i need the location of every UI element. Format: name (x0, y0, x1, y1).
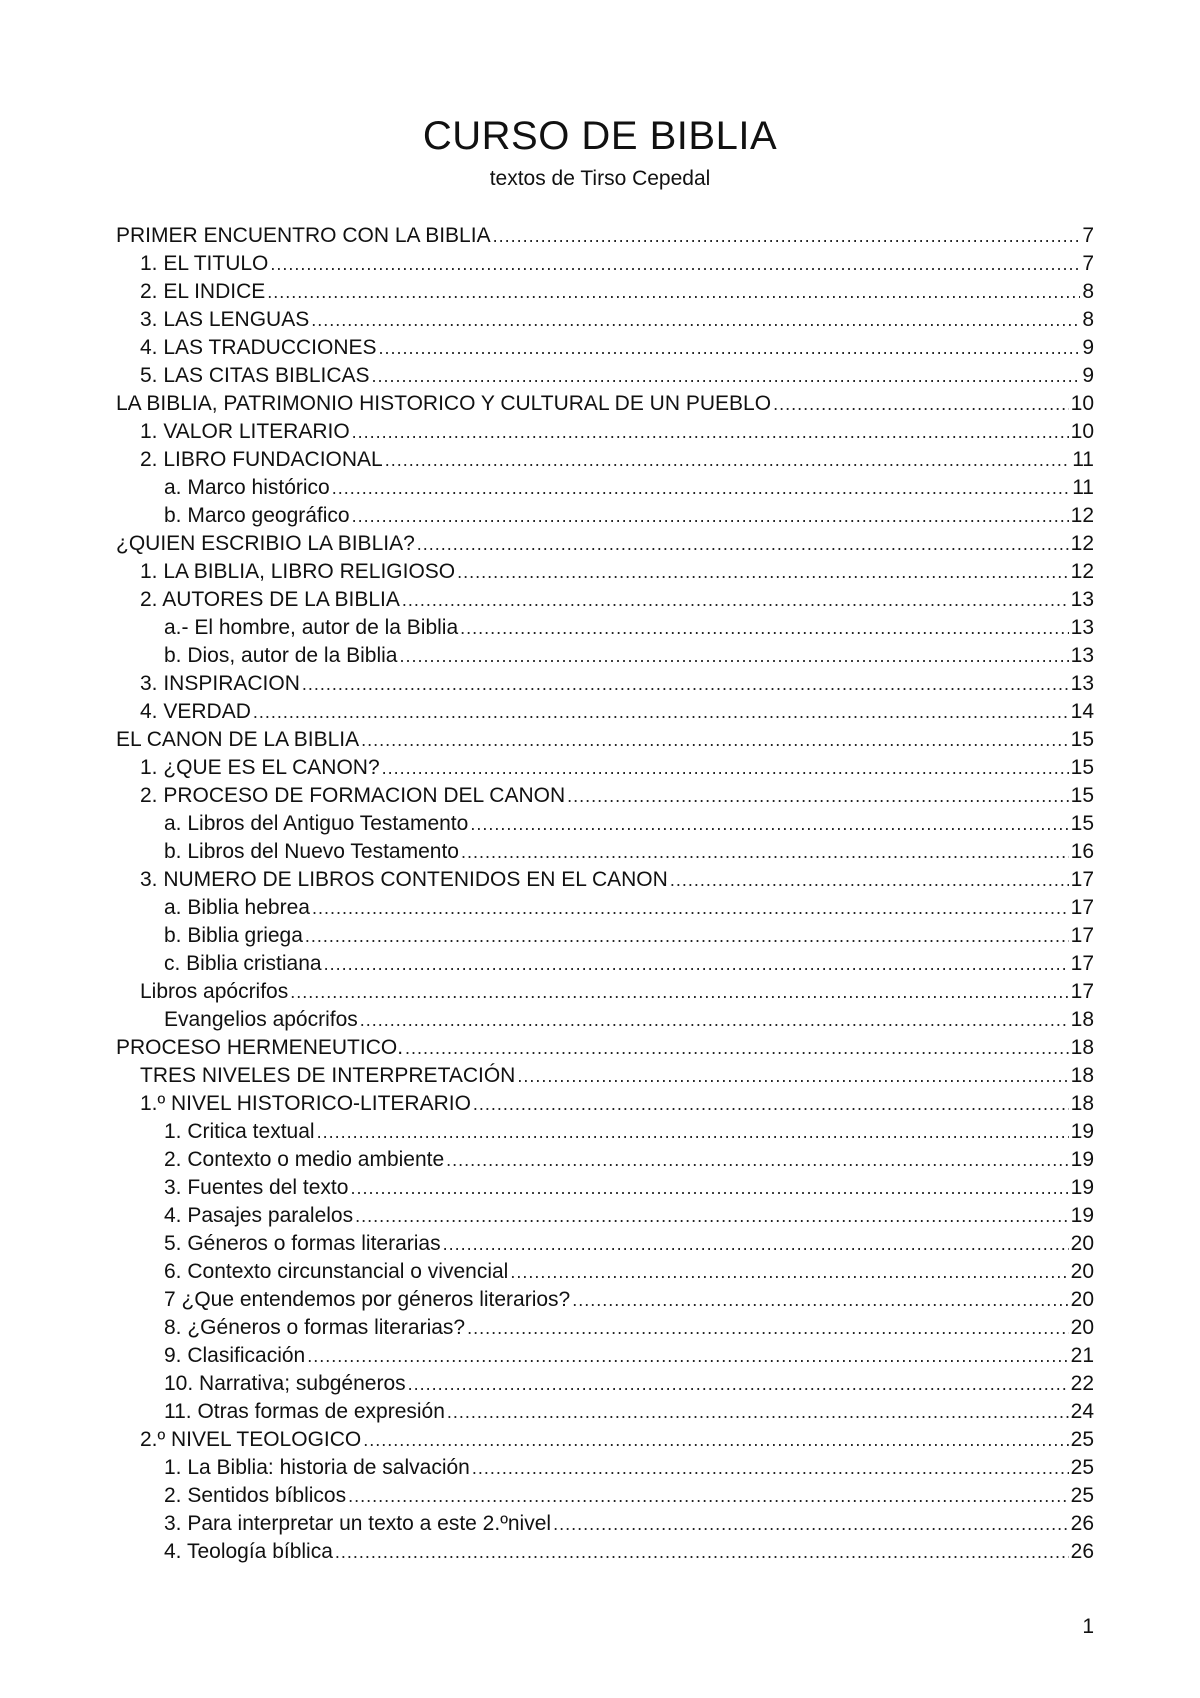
toc-entry-label: 3. LAS LENGUAS (140, 308, 310, 331)
toc-entry-page: 11 (1072, 448, 1094, 471)
toc-dot-leader (457, 558, 1069, 586)
toc-entry[interactable] (116, 1538, 1094, 1566)
toc-entry-label: 1. La Biblia: historia de salvación (164, 1456, 470, 1479)
toc-dot-leader (567, 782, 1069, 810)
toc-entry-page: 20 (1070, 1316, 1094, 1339)
toc-entry[interactable] (116, 1230, 1094, 1258)
toc-entry-label: a. Marco histórico (164, 476, 330, 499)
toc-entry-label: a. Biblia hebrea (164, 896, 310, 919)
toc-entry[interactable] (116, 1090, 1094, 1118)
toc-entry-page: 25 (1070, 1428, 1094, 1451)
toc-entry-label: 2. EL INDICE (140, 280, 266, 303)
toc-entry-label: 10. Narrativa; subgéneros (164, 1372, 406, 1395)
toc-entry-label: Libros apócrifos (140, 980, 289, 1003)
toc-dot-leader (317, 1118, 1069, 1146)
toc-entry-label: 4. VERDAD (140, 700, 251, 723)
toc-dot-leader (324, 950, 1069, 978)
toc-entry[interactable] (116, 1258, 1094, 1286)
toc-entry-label: 1. ¿QUE ES EL CANON? (140, 756, 380, 779)
toc-entry-page: 20 (1070, 1232, 1094, 1255)
toc-entry[interactable] (116, 1174, 1094, 1202)
toc-entry-label: 3. Fuentes del texto (164, 1176, 349, 1199)
toc-dot-leader (493, 222, 1081, 250)
toc-entry[interactable] (116, 1398, 1094, 1426)
toc-entry[interactable] (116, 922, 1094, 950)
toc-dot-leader (253, 698, 1069, 726)
toc-entry[interactable] (116, 474, 1094, 502)
toc-entry-page: 20 (1070, 1288, 1094, 1311)
toc-entry-label: b. Libros del Nuevo Testamento (164, 840, 459, 863)
toc-entry-label: 1. Critica textual (164, 1120, 315, 1143)
toc-dot-leader (363, 1426, 1068, 1454)
toc-entry-label: 2. LIBRO FUNDACIONAL (140, 448, 383, 471)
toc-dot-leader (553, 1510, 1069, 1538)
toc-dot-leader (446, 1146, 1068, 1174)
toc-dot-leader (385, 446, 1070, 474)
toc-dot-leader (382, 754, 1069, 782)
toc-entry-label: b. Dios, autor de la Biblia (164, 644, 398, 667)
toc-entry-page: 20 (1070, 1260, 1094, 1283)
toc-entry[interactable] (116, 418, 1094, 446)
toc-entry[interactable] (116, 1342, 1094, 1370)
toc-entry-page: 18 (1070, 1064, 1094, 1087)
toc-entry-page: 8 (1082, 280, 1094, 303)
toc-entry-page: 15 (1070, 784, 1094, 807)
toc-entry-label: 4. LAS TRADUCCIONES (140, 336, 377, 359)
toc-dot-leader (352, 502, 1069, 530)
toc-entry-page: 18 (1070, 1008, 1094, 1031)
toc-dot-leader (270, 250, 1080, 278)
toc-entry-label: 2.º NIVEL TEOLOGICO (140, 1428, 362, 1451)
toc-entry-label: LA BIBLIA, PATRIMONIO HISTORICO Y CULTURAL DE UN PUEBLO (116, 392, 772, 415)
toc-entry-label: 3. Para interpretar un texto a este 2.ºnivel (164, 1512, 552, 1535)
toc-entry[interactable] (116, 586, 1094, 614)
toc-dot-leader (355, 1202, 1069, 1230)
toc-dot-leader (443, 1230, 1069, 1258)
toc-dot-leader (461, 838, 1069, 866)
toc-entry-page: 19 (1070, 1176, 1094, 1199)
toc-entry[interactable] (116, 390, 1094, 418)
toc-entry-label: PRIMER ENCUENTRO CON LA BIBLIA (116, 224, 491, 247)
toc-entry-page: 19 (1070, 1120, 1094, 1143)
toc-entry-label: 2. Sentidos bíblicos (164, 1484, 347, 1507)
toc-dot-leader (447, 1398, 1069, 1426)
toc-entry-label: Evangelios apócrifos (164, 1008, 358, 1031)
toc-entry-page: 15 (1070, 728, 1094, 751)
toc-entry-page: 17 (1070, 952, 1094, 975)
toc-entry[interactable] (116, 530, 1094, 558)
toc-entry[interactable] (116, 978, 1094, 1006)
toc-entry-label: TRES NIVELES DE INTERPRETACIÓN (140, 1064, 516, 1087)
toc-dot-leader (472, 1454, 1069, 1482)
toc-entry-page: 9 (1082, 364, 1094, 387)
toc-entry[interactable] (116, 1286, 1094, 1314)
toc-entry-label: 2. Contexto o medio ambiente (164, 1148, 445, 1171)
toc-entry[interactable] (116, 1146, 1094, 1174)
toc-dot-leader (572, 1286, 1068, 1314)
toc-dot-leader (405, 1034, 1069, 1062)
toc-entry-label: 2. AUTORES DE LA BIBLIA (140, 588, 400, 611)
toc-entry-page: 7 (1082, 252, 1094, 275)
toc-entry-label: b. Marco geográfico (164, 504, 350, 527)
toc-entry-label: 1. VALOR LITERARIO (140, 420, 350, 443)
toc-entry-page: 16 (1070, 840, 1094, 863)
toc-entry[interactable] (116, 894, 1094, 922)
toc-dot-leader (417, 530, 1069, 558)
toc-entry-page: 11 (1072, 476, 1094, 499)
toc-entry-page: 26 (1070, 1512, 1094, 1535)
toc-dot-leader (307, 1342, 1068, 1370)
toc-entry-label: ¿QUIEN ESCRIBIO LA BIBLIA? (116, 532, 415, 555)
toc-entry[interactable] (116, 1454, 1094, 1482)
toc-entry[interactable] (116, 1482, 1094, 1510)
toc-entry-label: 1.º NIVEL HISTORICO-LITERARIO (140, 1092, 471, 1115)
toc-entry-page: 13 (1070, 588, 1094, 611)
toc-entry[interactable] (116, 446, 1094, 474)
toc-dot-leader (402, 586, 1069, 614)
toc-entry-page: 18 (1070, 1036, 1094, 1059)
toc-entry-label: 4. Teología bíblica (164, 1540, 333, 1563)
toc-dot-leader (470, 810, 1068, 838)
toc-entry[interactable] (116, 222, 1094, 250)
toc-entry[interactable] (116, 866, 1094, 894)
toc-entry[interactable] (116, 698, 1094, 726)
toc-entry-page: 18 (1070, 1092, 1094, 1115)
toc-entry-label: 3. NUMERO DE LIBROS CONTENIDOS EN EL CANON (140, 868, 668, 891)
table-of-contents (116, 222, 1094, 1566)
toc-entry-page: 13 (1070, 644, 1094, 667)
toc-dot-leader (335, 1538, 1069, 1566)
toc-entry-label: a. Libros del Antiguo Testamento (164, 812, 469, 835)
toc-dot-leader (773, 390, 1069, 418)
toc-dot-leader (302, 670, 1069, 698)
toc-entry[interactable] (116, 782, 1094, 810)
toc-dot-leader (348, 1482, 1069, 1510)
toc-entry-label: a.- El hombre, autor de la Biblia (164, 616, 459, 639)
toc-dot-leader (361, 726, 1068, 754)
toc-dot-leader (517, 1062, 1068, 1090)
toc-entry-page: 17 (1070, 896, 1094, 919)
toc-entry-page: 25 (1070, 1484, 1094, 1507)
toc-dot-leader (350, 1174, 1068, 1202)
toc-entry[interactable] (116, 1314, 1094, 1342)
toc-entry[interactable] (116, 1006, 1094, 1034)
toc-entry[interactable] (116, 754, 1094, 782)
toc-dot-leader (473, 1090, 1069, 1118)
toc-dot-leader (372, 362, 1081, 390)
toc-dot-leader (467, 1314, 1069, 1342)
toc-entry-page: 7 (1082, 224, 1094, 247)
toc-entry[interactable] (116, 950, 1094, 978)
toc-entry-label: 4. Pasajes paralelos (164, 1204, 354, 1227)
toc-dot-leader (290, 978, 1068, 1006)
toc-dot-leader (312, 894, 1069, 922)
document-subtitle: textos de Tirso Cepedal (489, 167, 711, 190)
toc-dot-leader (510, 1258, 1068, 1286)
toc-entry[interactable] (116, 306, 1094, 334)
toc-entry-label: 11. Otras formas de expresión (164, 1400, 445, 1423)
toc-entry-page: 22 (1070, 1372, 1094, 1395)
toc-entry[interactable] (116, 278, 1094, 306)
toc-entry-page: 12 (1070, 560, 1094, 583)
toc-entry[interactable] (116, 1062, 1094, 1090)
toc-entry[interactable] (116, 1118, 1094, 1146)
toc-entry-label: EL CANON DE LA BIBLIA (116, 728, 360, 751)
toc-entry-page: 13 (1070, 616, 1094, 639)
toc-entry[interactable] (116, 1202, 1094, 1230)
toc-entry-label: PROCESO HERMENEUTICO. (116, 1036, 404, 1059)
page-number: 1 (1082, 1615, 1094, 1638)
toc-entry[interactable] (116, 1034, 1094, 1062)
toc-entry[interactable] (116, 362, 1094, 390)
toc-entry[interactable] (116, 558, 1094, 586)
toc-entry-page: 17 (1070, 924, 1094, 947)
toc-entry-page: 19 (1070, 1204, 1094, 1227)
toc-entry-page: 12 (1070, 504, 1094, 527)
toc-entry-page: 19 (1070, 1148, 1094, 1171)
toc-entry[interactable] (116, 334, 1094, 362)
toc-dot-leader (332, 474, 1070, 502)
toc-entry-label: 3. INSPIRACION (140, 672, 300, 695)
toc-dot-leader (379, 334, 1081, 362)
toc-entry-page: 17 (1070, 868, 1094, 891)
toc-entry-page: 14 (1070, 700, 1094, 723)
toc-entry-label: 1. LA BIBLIA, LIBRO RELIGIOSO (140, 560, 456, 583)
toc-entry-label: c. Biblia cristiana (164, 952, 322, 975)
toc-dot-leader (460, 614, 1068, 642)
toc-entry-label: 5. Géneros o formas literarias (164, 1232, 441, 1255)
toc-entry-page: 26 (1070, 1540, 1094, 1563)
toc-entry-page: 10 (1070, 420, 1094, 443)
document-title: CURSO DE BIBLIA (422, 114, 778, 158)
toc-entry-page: 13 (1070, 672, 1094, 695)
toc-entry[interactable] (116, 726, 1094, 754)
toc-entry-page: 15 (1070, 756, 1094, 779)
toc-entry-page: 9 (1082, 336, 1094, 359)
toc-dot-leader (399, 642, 1068, 670)
toc-dot-leader (305, 922, 1069, 950)
toc-dot-leader (360, 1006, 1069, 1034)
toc-entry-label: 9. Clasificación (164, 1344, 306, 1367)
toc-entry-page: 17 (1070, 980, 1094, 1003)
toc-entry-label: b. Biblia griega (164, 924, 303, 947)
toc-dot-leader (311, 306, 1080, 334)
toc-entry[interactable] (116, 1510, 1094, 1538)
toc-entry[interactable] (116, 670, 1094, 698)
toc-entry-page: 21 (1070, 1344, 1094, 1367)
toc-entry-label: 7 ¿Que entendemos por géneros literarios? (164, 1288, 571, 1311)
toc-entry-page: 24 (1070, 1400, 1094, 1423)
toc-dot-leader (670, 866, 1069, 894)
toc-entry[interactable] (116, 1426, 1094, 1454)
toc-entry[interactable] (116, 250, 1094, 278)
toc-entry-label: 2. PROCESO DE FORMACION DEL CANON (140, 784, 566, 807)
toc-entry[interactable] (116, 642, 1094, 670)
toc-entry-label: 8. ¿Géneros o formas literarias? (164, 1316, 466, 1339)
toc-entry[interactable] (116, 614, 1094, 642)
toc-dot-leader (408, 1370, 1069, 1398)
toc-entry[interactable] (116, 810, 1094, 838)
toc-entry[interactable] (116, 1370, 1094, 1398)
toc-entry[interactable] (116, 502, 1094, 530)
toc-entry-page: 12 (1070, 532, 1094, 555)
toc-entry-page: 25 (1070, 1456, 1094, 1479)
toc-entry-page: 10 (1070, 392, 1094, 415)
toc-entry-label: 6. Contexto circunstancial o vivencial (164, 1260, 509, 1283)
toc-entry-page: 15 (1070, 812, 1094, 835)
toc-entry-page: 8 (1082, 308, 1094, 331)
toc-dot-leader (267, 278, 1080, 306)
toc-entry-label: 5. LAS CITAS BIBLICAS (140, 364, 370, 387)
toc-dot-leader (352, 418, 1069, 446)
toc-entry[interactable] (116, 838, 1094, 866)
toc-entry-label: 1. EL TITULO (140, 252, 269, 275)
